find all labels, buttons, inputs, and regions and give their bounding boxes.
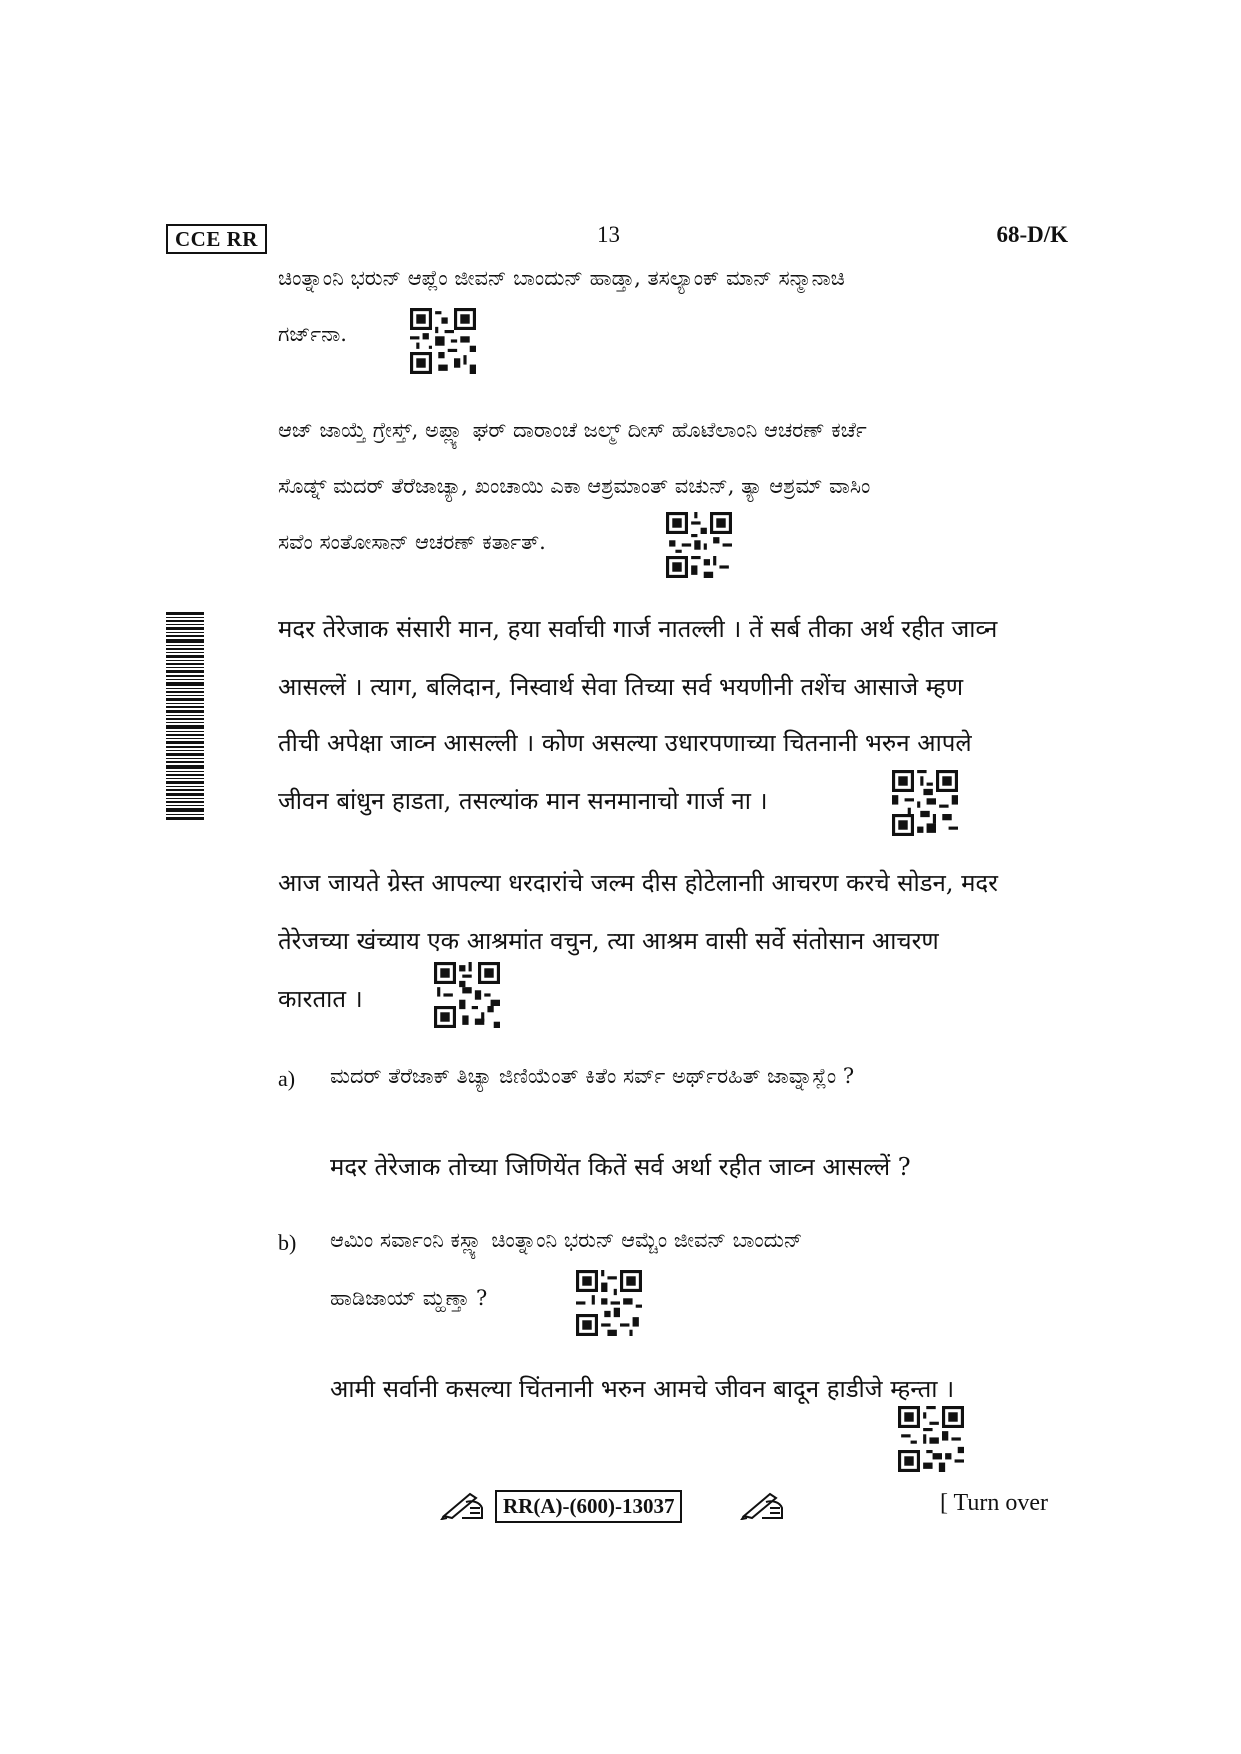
question-a-kannada: ಮದರ್ ತೆರೆಜಾಕ್ ತಿಚ್ಯಾ ಜಿಣಿಯೆಂತ್ ಕಿತೆಂ ಸರ್ವ್ ಅರ್ಥ್‌ರಹಿತ್ ಜಾವ್ನಾಸ್ಲೆಂ ? xyxy=(330,1064,855,1088)
page-number: 13 xyxy=(597,222,620,247)
question-b-label: b) xyxy=(278,1230,297,1255)
question-a-label: a) xyxy=(278,1066,296,1091)
qr-code-icon xyxy=(434,962,500,1028)
qr-code-icon xyxy=(666,512,732,578)
qr-code-icon xyxy=(898,1406,964,1472)
passage3-line2: आसल्लें । त्याग, बलिदान, निस्वार्थ सेवा तिच्या सर्व भयणीनी तशेंच आसाजे म्हण xyxy=(278,673,964,701)
question-b-kannada-line2: ಹಾಡಿಜಾಯ್ ಮ್ಹಣ್ತಾ ? xyxy=(330,1286,488,1310)
question-b-kannada-line1: ಆಮಿಂ ಸರ್ವಾಂನಿ ಕಸ್ಲ್ಯಾ ಚಿಂತ್ನಾಂನಿ ಭರುನ್ ಆಮ್ಚೆಂ ಜೀವನ್ ಬಾಂದುನ್ xyxy=(330,1228,803,1252)
qr-code-icon xyxy=(576,1270,642,1336)
passage2-line2: ಸೊಡ್ನ್ ಮದರ್ ತೆರೆಜಾಚ್ಯಾ, ಖಂಚಾಯಿ ಎಕಾ ಆಶ್ರಮಾಂತ್ ವಚುನ್, ತ್ಯಾ ಆಶ್ರಮ್ ವಾಸಿಂ xyxy=(278,474,871,498)
barcode xyxy=(166,612,204,820)
writing-hand-icon xyxy=(740,1488,786,1520)
passage1-line1: ಚಿಂತ್ನಾಂನಿ ಭರುನ್ ಆಪ್ಲೆಂ ಜೀವನ್ ಬಾಂದುನ್ ಹಾಡ್ತಾ, ತಸಲ್ಯಾಂಕ್ ಮಾನ್ ಸನ್ಮಾನಾಚಿ xyxy=(278,266,845,290)
question-a-devanagari: मदर तेरेजाक तोच्या जिणियेंत कितें सर्व अर्था रहीत जाव्न आसल्लें ? xyxy=(330,1153,911,1181)
passage3-line1: मदर तेरेजाक संसारी मान, हया सर्वाची गार्ज नातल्ली । तें सर्ब तीका अर्थ रहीत जाव्न xyxy=(278,615,998,643)
passage1-line2: ಗರ್ಜ್‌ನಾ. xyxy=(278,322,347,346)
passage3-line3: तीची अपेक्षा जाव्न आसल्ली । कोण असल्या उधारपणाच्या चितनानी भरुन आपले xyxy=(278,729,972,757)
passage4-line1: आज जायते ग्रेस्त आपल्या धरदारांचे जल्म दीस होटेलानाी आचरण करचे सोडन, मदर xyxy=(278,869,998,897)
paper-code: 68-D/K xyxy=(996,222,1068,247)
writing-hand-icon xyxy=(440,1488,486,1520)
exam-badge: CCE RR xyxy=(166,224,267,254)
passage2-line3: ಸವೆಂ ಸಂತೋಸಾನ್ ಆಚರಣ್ ಕರ್ತಾತ್. xyxy=(278,530,546,554)
passage4-line3: कारतात । xyxy=(278,985,363,1013)
passage2-line1: ಆಜ್ ಜಾಯ್ತೆ ಗ್ರೇಸ್ತ್, ಅಪ್ಲ್ಯಾ ಘರ್ ದಾರಾಂಚೆ ಜಲ್ಮ್ ದೀಸ್ ಹೊಟೆಲಾಂನಿ ಆಚರಣ್ ಕರ್ಚೆ xyxy=(278,418,867,442)
turn-over-label: [ Turn over xyxy=(940,1490,1049,1516)
footer-code: RR(A)-(600)-13037 xyxy=(495,1490,682,1523)
passage3-line4: जीवन बांधुन हाडता, तसल्यांक मान सनमानाचो गार्ज ना । xyxy=(278,787,768,815)
qr-code-icon xyxy=(410,308,476,374)
question-b-devanagari: आमी सर्वानी कसल्या चिंतनानी भरुन आमचे जीवन बादून हाडीजे म्हन्ता । xyxy=(330,1375,955,1403)
qr-code-icon xyxy=(892,770,958,836)
passage4-line2: तेरेजच्या खंच्याय एक आश्रमांत वचुन, त्या आश्रम वासी सर्वे संतोसान आचरण xyxy=(278,927,939,955)
